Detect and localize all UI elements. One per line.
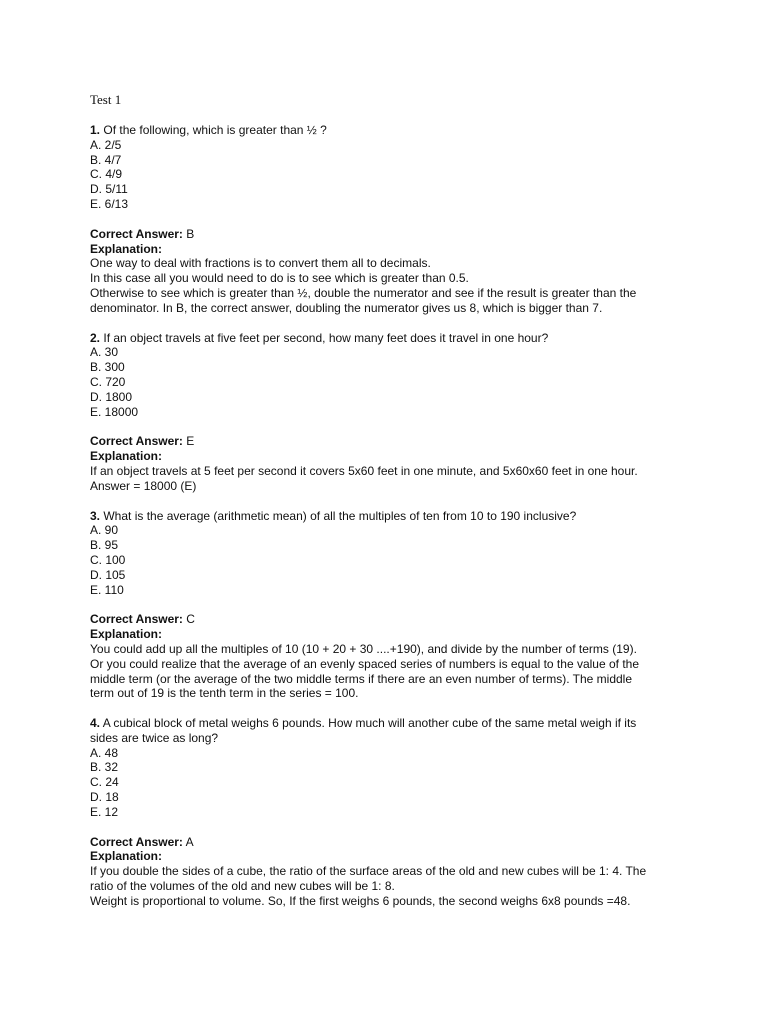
explanation-text: Answer = 18000 (E) xyxy=(90,478,197,493)
answer-section xyxy=(90,612,690,701)
answer-option: B. 4/7 xyxy=(90,152,122,167)
question-spacer xyxy=(90,494,690,509)
explanation-text: Otherwise to see which is greater than ½, double the numerator and see if the result is greater than the xyxy=(90,285,637,300)
correct-answer-value: E xyxy=(186,434,195,449)
correct-answer xyxy=(90,227,690,242)
question-prompt: What is the average (arithmetic mean) of all the multiples of ten from 10 to 190 inclusive? xyxy=(103,508,577,523)
correct-answer-value: B xyxy=(186,226,195,241)
question-text xyxy=(90,509,690,524)
answer-option: A. 90 xyxy=(90,523,119,538)
question-block xyxy=(90,331,690,494)
question-block xyxy=(90,509,690,702)
answer-option: A. 30 xyxy=(90,345,119,360)
question-block xyxy=(90,716,690,909)
answer-option: E. 18000 xyxy=(90,404,139,419)
answer-option: E. 6/13 xyxy=(90,196,129,211)
answer-option: B. 300 xyxy=(90,360,125,375)
question-number: 1. xyxy=(90,123,101,137)
explanation-text: If an object travels at 5 feet per second it covers 5x60 feet in one minute, and 5x60x60 feet in one hour. xyxy=(90,463,638,478)
correct-answer-label: Correct Answer: xyxy=(90,434,183,449)
answer-option: D. 5/11 xyxy=(90,182,128,197)
test-title: Test 1 xyxy=(90,92,122,107)
question-number: 3. xyxy=(90,508,101,523)
answer-option: B. 95 xyxy=(90,538,119,553)
explanation-text: ratio of the volumes of the old and new cubes will be 1: 8. xyxy=(90,879,395,894)
question-number: 2. xyxy=(90,330,101,345)
correct-answer xyxy=(90,835,690,850)
question-block xyxy=(90,123,690,316)
question-number: 4. xyxy=(90,716,101,731)
answer-option: A. 48 xyxy=(90,745,119,760)
correct-answer xyxy=(90,612,690,627)
question-prompt-continued: sides are twice as long? xyxy=(90,730,219,745)
explanation-text: middle term (or the average of the two middle terms if there are an even number of terms). The middle xyxy=(90,671,633,686)
answer-section xyxy=(90,227,690,316)
correct-answer-value: C xyxy=(186,612,195,627)
correct-answer-label: Correct Answer: xyxy=(90,226,183,241)
explanation-label: Explanation: xyxy=(90,627,163,642)
question-list xyxy=(90,123,690,909)
question-text xyxy=(90,331,690,346)
explanation-text: If you double the sides of a cube, the ratio of the surface areas of the old and new cubes will be 1: 4. The xyxy=(90,864,647,879)
answer-option: A. 2/5 xyxy=(90,137,122,152)
correct-answer xyxy=(90,434,690,449)
explanation-label: Explanation: xyxy=(90,849,163,864)
question-text xyxy=(90,123,690,138)
explanation-text: denominator. In B, the correct answer, doubling the numerator gives us 8, which is bigger than 7. xyxy=(90,300,603,315)
answer-option: B. 32 xyxy=(90,760,119,775)
answer-option: E. 12 xyxy=(90,804,119,819)
answer-option: C. 24 xyxy=(90,775,119,790)
answer-option: C. 720 xyxy=(90,374,126,389)
correct-answer-label: Correct Answer: xyxy=(90,612,183,627)
explanation-text: In this case all you would need to do is to see which is greater than 0.5. xyxy=(90,271,469,286)
explanation-label: Explanation: xyxy=(90,449,163,464)
question-prompt: If an object travels at five feet per second, how many feet does it travel in one hour? xyxy=(103,330,549,345)
correct-answer-label: Correct Answer: xyxy=(90,834,183,849)
answer-option: C. 100 xyxy=(90,552,126,567)
explanation-text: You could add up all the multiples of 10 (10 + 20 + 30 ....+190), and divide by the number of terms (19). xyxy=(90,641,637,656)
correct-answer-value: A xyxy=(185,834,194,849)
explanation-text: One way to deal with fractions is to convert them all to decimals. xyxy=(90,256,431,271)
document-page xyxy=(90,92,690,909)
question-spacer xyxy=(90,701,690,716)
answer-options xyxy=(90,746,690,820)
answer-option: E. 110 xyxy=(90,582,124,597)
explanation-label: Explanation: xyxy=(90,241,163,256)
answer-option: D. 1800 xyxy=(90,389,133,404)
explanation-text: Or you could realize that the average of an evenly spaced series of numbers is equal to the value of the xyxy=(90,656,639,671)
question-prompt: A cubical block of metal weighs 6 pounds. How much will another cube of the same metal weigh if its xyxy=(102,716,637,731)
answer-options xyxy=(90,138,690,212)
question-spacer xyxy=(90,316,690,331)
answer-section xyxy=(90,434,690,493)
question-prompt: Of the following, which is greater than ½ ? xyxy=(103,123,327,137)
answer-option: D. 18 xyxy=(90,790,119,805)
explanation-text: term out of 19 is the tenth term in the series = 100. xyxy=(90,686,359,701)
answer-section xyxy=(90,835,690,909)
explanation-text: Weight is proportional to volume. So, If the first weighs 6 pounds, the second weighs 6x8 pounds =48. xyxy=(90,893,631,908)
answer-option: C. 4/9 xyxy=(90,167,123,182)
answer-options xyxy=(90,523,690,597)
answer-option: D. 105 xyxy=(90,567,126,582)
question-text xyxy=(90,716,690,731)
answer-options xyxy=(90,345,690,419)
